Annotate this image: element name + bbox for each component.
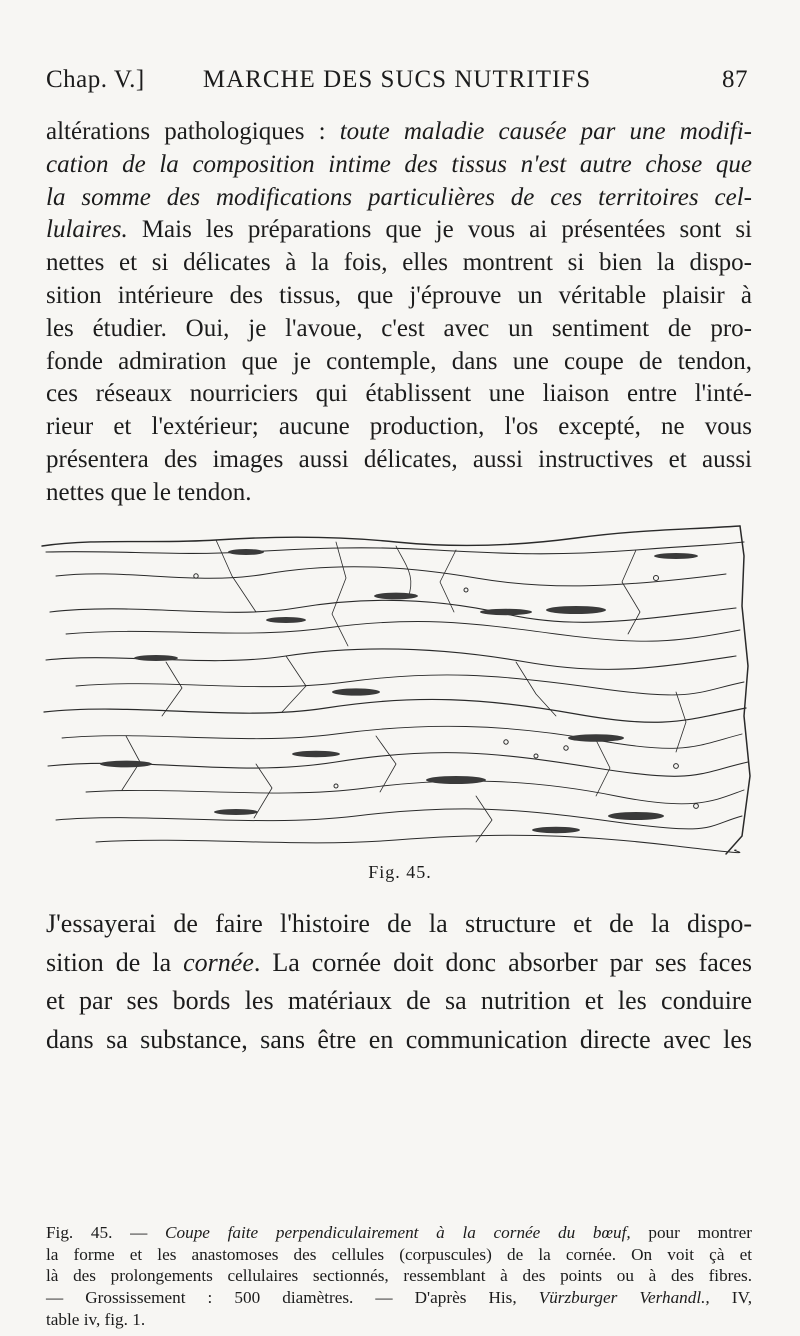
- text-line: altérations pathologiques : toute maladie causée par une modifi-: [46, 118, 752, 145]
- text-line: cation de la composition intime des tissus n'est autre chose que: [46, 150, 752, 178]
- text-line: lulaires. Mais les préparations que je vous ai présentées sont si: [46, 216, 752, 244]
- chapter-label: Chap. V.]: [46, 66, 145, 93]
- page-number: 87: [722, 66, 748, 93]
- text-line: nettes et si délicates à la fois, elles montrent si bien la dispo-: [46, 249, 752, 277]
- text-line: sition intérieure des tissus, que j'éprouve un véritable plaisir à: [46, 281, 752, 309]
- figure-label: Fig. 45.: [368, 862, 432, 882]
- text-line: fonde admiration que je contemple, dans une coupe de tendon,: [46, 347, 752, 375]
- text-line: nettes que le tendon.: [46, 478, 252, 506]
- caption-line: — Grossissement : 500 diamètres. — D'après His, Vürzburger Verhandl., IV,: [46, 1288, 753, 1308]
- caption-line: la forme et les anastomoses des cellules (corpuscules) de la cornée. On voit çà et: [46, 1244, 752, 1264]
- paragraph-2: [46, 905, 752, 1059]
- cornea-section-illustration: [36, 516, 754, 858]
- text-line: rieur et l'extérieur; aucune production, l'os excepté, ne vous: [46, 413, 752, 441]
- text-line: et par ses bords les matériaux de sa nutrition et les conduire: [46, 986, 752, 1015]
- text-line: les étudier. Oui, je l'avoue, c'est avec un sentiment de pro-: [46, 314, 752, 342]
- text-line: sition de la cornée. La cornée doit donc absorber par ses faces: [46, 947, 753, 977]
- text-line: la somme des modifications particulières de ces territoires cel-: [46, 183, 752, 211]
- text-line: J'essayerai de faire l'histoire de la structure et de la dispo-: [46, 909, 752, 938]
- text-line: présentera des images aussi délicates, aussi instructives et aussi: [46, 445, 752, 473]
- caption-line: là des prolongements cellulaires sectionnés, ressemblant à des points ou à des fibres.: [46, 1266, 752, 1286]
- running-title: MARCHE DES SUCS NUTRITIFS: [202, 66, 592, 93]
- running-head: [46, 66, 748, 98]
- text-line: ces réseaux nourriciers qui établissent une liaison entre l'inté-: [46, 380, 752, 408]
- figure-caption: [46, 1222, 752, 1331]
- text-line: dans sa substance, sans être en communication directe avec les: [46, 1024, 752, 1054]
- caption-line: table iv, fig. 1.: [46, 1309, 146, 1329]
- paragraph-1: [46, 116, 752, 510]
- caption-line: Fig. 45. — Coupe faite perpendiculairement à la cornée du bœuf, pour montrer: [46, 1223, 752, 1242]
